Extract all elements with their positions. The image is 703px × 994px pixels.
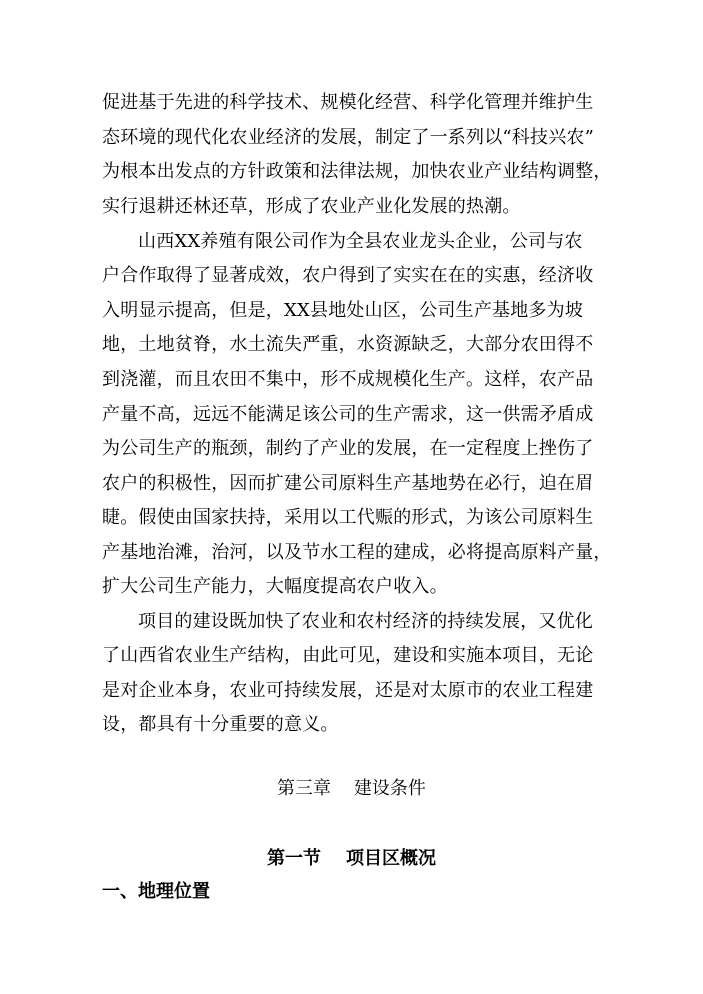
- paragraph-line: 项目的建设既加快了农业和农村经济的持续发展，又优化: [138, 611, 593, 632]
- paragraph-line: 地，土地贫脊，水土流失严重，水资源缺乏，大部分农田得不: [102, 334, 594, 355]
- paragraph-line: 设，都具有十分重要的意义。: [102, 714, 339, 735]
- paragraph-line: 促进基于先进的科学技术、规模化经营、科学化管理并维护生: [102, 92, 594, 113]
- paragraph-line: 态环境的现代化农业经济的发展，制定了一系列以“科技兴农”: [102, 127, 595, 148]
- paragraph-line: 到浇灌，而且农田不集中，形不成规模化生产。这样，农产品: [102, 369, 594, 390]
- chapter-title: 第三章 建设条件: [277, 778, 426, 799]
- paragraph-line: 农户的积极性，因而扩建公司原料生产基地势在必行，迫在眉: [102, 473, 594, 494]
- paragraph-line: 户合作取得了显著成效，农户得到了实实在在的实惠，经济收: [102, 265, 594, 286]
- paragraph-line: 入明显示提高，但是，XX县地处山区，公司生产基地多为坡: [102, 300, 584, 321]
- paragraph-line: 为根本出发点的方针政策和法律法规，加快农业产业结构调整，: [102, 161, 612, 182]
- paragraph-line: 扩大公司生产能力，大幅度提高农户收入。: [102, 576, 448, 597]
- paragraph-line: 睫。假使由国家扶持，采用以工代赈的形式，为该公司原料生: [102, 507, 594, 528]
- paragraph-line: 产量不高，远远不能满足该公司的生产需求，这一供需矛盾成: [102, 404, 594, 425]
- paragraph-line: 为公司生产的瓶颈，制约了产业的发展，在一定程度上挫伤了: [102, 438, 594, 459]
- paragraph-line: 产基地治滩，治河，以及节水工程的建成，必将提高原料产量，: [102, 542, 612, 563]
- paragraph-line: 了山西省农业生产结构，由此可见，建设和实施本项目，无论: [102, 645, 594, 666]
- paragraph-line: 是对企业本身，农业可持续发展，还是对太原市的农业工程建: [102, 680, 594, 701]
- paragraph-line: 山西XX养殖有限公司作为全县农业龙头企业，公司与农: [138, 231, 583, 252]
- section-title: 第一节 项目区概况: [266, 848, 437, 869]
- subsection-title: 一、地理位置: [102, 881, 210, 902]
- paragraph-line: 实行退耕还林还草，形成了农业产业化发展的热潮。: [102, 196, 521, 217]
